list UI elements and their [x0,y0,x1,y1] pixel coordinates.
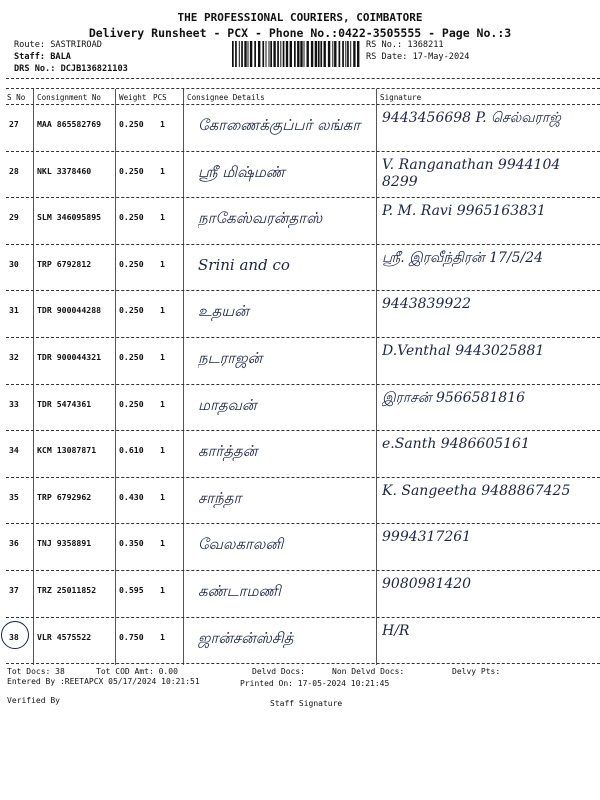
col-header-pcs: PCS [153,93,167,102]
printed-on: Printed On: 17-05-2024 10:21:45 [240,679,390,688]
barcode-bar [283,41,285,67]
row-separator [6,477,600,478]
row-serial-number: 28 [9,165,19,176]
barcode-bar [294,41,296,67]
barcode-bar [254,41,256,67]
row-pieces: 1 [160,212,165,223]
header-rule [6,104,600,105]
row-separator [6,151,600,152]
row-signature-handwriting: 9080981420 [382,576,472,592]
row-weight: 0.250 [119,305,144,316]
col-header-consignee: Consignee Details [187,93,265,102]
delivered-docs: Delvd Docs: [252,667,305,676]
barcode-bar [280,41,281,67]
row-weight: 0.250 [119,119,144,129]
barcode-bar [235,41,237,67]
barcode-bar [300,41,302,67]
barcode-bar [353,41,355,67]
barcode-bar [339,41,341,67]
col-header-sno: S No [7,93,26,102]
row-consignee-handwriting: சாந்தா [198,488,242,507]
total-docs: Tot Docs: 38 [7,667,65,676]
row-separator [6,290,600,291]
row-signature-handwriting: 9443839922 [382,296,472,313]
row-weight: 0.430 [119,491,144,502]
row-weight: 0.250 [119,258,144,269]
non-delivered-docs: Non Delvd Docs: [332,667,405,676]
barcode-bar [239,41,240,67]
row-consignment-number: TDR 5474361 [37,398,92,409]
row-consignee-handwriting: கோணைக்குப்பர் லங்கா [198,116,361,134]
rs-number: RS No.: 1368211 [366,40,444,50]
row-pieces: 1 [160,585,165,595]
row-serial-number: 33 [9,398,19,409]
row-signature-handwriting: D.Venthal 9443025881 [382,343,545,359]
barcode-bar [324,41,326,67]
barcode-bar [290,41,292,67]
column-divider [115,89,116,665]
barcode-bar [250,41,252,67]
row-signature-handwriting: 9443456698 P. செல்வராஜ் [382,110,561,126]
row-consignment-number: TRZ 25011852 [37,585,97,595]
row-separator [6,430,600,431]
barcode-bar [270,41,272,67]
row-weight: 0.595 [119,585,144,595]
row-pieces: 1 [160,491,165,502]
barcode-graphic [232,41,360,67]
row-consignee-handwriting: கண்டாமணி [198,582,281,600]
row-serial-number: 37 [9,585,19,595]
entered-by: Entered By :REETAPCX 05/17/2024 10:21:51 [7,677,200,686]
row-pieces: 1 [160,398,165,409]
row-consignee-handwriting: வேலகாலனி [198,535,284,554]
row-consignment-number: TNJ 9358891 [37,538,92,549]
row-weight: 0.750 [119,631,144,642]
row-weight: 0.250 [119,398,144,409]
footer-rule [6,663,600,664]
row-pieces: 1 [160,119,165,129]
barcode-bar [304,41,305,67]
barcode-bar [258,41,260,67]
barcode-bar [241,41,243,67]
col-header-weight: Weight [119,93,147,102]
column-divider [376,89,377,665]
row-weight: 0.250 [119,212,144,223]
barcode-bar [307,41,309,67]
row-pieces: 1 [160,538,165,549]
row-pieces: 1 [160,305,165,316]
row-signature-handwriting: e.Santh 9486605161 [382,436,530,453]
row-consignment-number: TRP 6792812 [37,258,92,269]
barcode-bar [311,41,313,67]
row-consignee-handwriting: ஜான்சன்ஸ்சித் [198,628,294,647]
row-consignee-handwriting: நடராஜன் [198,349,263,367]
rs-date: RS Date: 17-May-2024 [366,52,470,62]
row-serial-number: 36 [9,538,19,549]
barcode-bar [273,41,275,67]
row-pieces: 1 [160,165,165,176]
drs-number: DRS No.: DCJB136821103 [14,64,128,74]
row-signature-handwriting: V. Ranganathan 9944104 8299 [382,156,561,190]
barcode-bar [277,41,279,67]
barcode-bar [334,41,336,67]
row-weight: 0.250 [119,165,144,176]
column-divider [33,89,34,665]
barcode-bar [244,41,246,67]
barcode-bar [232,41,234,67]
header-rule [6,78,600,79]
hand-drawn-circle-mark [1,621,29,649]
barcode-bar [318,41,320,67]
row-separator [6,570,600,571]
row-signature-handwriting: 9994317261 [382,529,472,546]
row-consignment-number: SLM 346095895 [37,212,102,223]
company-title: THE PROFESSIONAL COURIERS, COIMBATORE [177,11,423,24]
barcode-bar [357,41,359,67]
barcode-bar [345,41,346,67]
barcode-bar [320,41,322,67]
row-weight: 0.350 [119,538,144,549]
barcode-bar [269,41,270,67]
col-header-signature: Signature [380,93,422,102]
row-consignee-handwriting: மாதவன் [198,395,257,414]
row-weight: 0.250 [119,352,144,362]
row-consignment-number: TDR 900044288 [37,305,102,316]
row-consignment-number: VLR 4575522 [37,631,92,642]
row-separator [6,384,600,385]
row-serial-number: 29 [9,212,19,223]
row-consignment-number: NKL 3378460 [37,165,92,176]
row-serial-number: 34 [9,445,19,456]
row-serial-number: 31 [9,305,19,316]
barcode-bar [328,41,330,67]
row-serial-number: 32 [9,352,19,362]
barcode-bar [332,41,333,67]
row-consignee-handwriting: நாகேஸ்வரன்தாஸ் [198,209,323,228]
row-signature-handwriting: P. M. Ravi 9965163831 [382,203,546,220]
barcode-bar [262,41,264,67]
barcode-bar [297,41,299,67]
row-separator [6,244,600,245]
row-separator [6,523,600,524]
header-rule [6,88,600,89]
delivery-points: Delvy Pts: [452,667,501,676]
runsheet-title: Delivery Runsheet - PCX - Phone No.:0422-3505555 - Page No.:3 [88,26,512,40]
row-signature-handwriting: K. Sangeetha 9488867425 [382,482,571,499]
barcode-bar [350,41,351,67]
row-consignment-number: TDR 900044321 [37,352,102,362]
row-consignment-number: TRP 6792962 [37,491,92,502]
col-header-consignment: Consignment No [37,93,102,102]
row-consignee-handwriting: உதயன் [198,302,249,321]
row-consignment-number: KCM 13087871 [37,445,97,456]
row-separator [6,617,600,618]
row-weight: 0.610 [119,445,144,456]
barcode-bar [266,41,267,67]
route-label: Route: SASTRIROAD [14,40,102,50]
barcode-bar [347,41,349,67]
row-pieces: 1 [160,631,165,642]
row-signature-handwriting: ஸ்ரீ. இரவீந்திரன் 17/5/24 [382,249,544,266]
row-consignment-number: MAA 865582769 [37,119,102,129]
row-serial-number: 35 [9,491,19,502]
row-consignee-handwriting: Srini and co [198,255,290,274]
barcode-bar [248,41,249,67]
row-separator [6,197,600,198]
row-separator [6,337,600,338]
row-signature-handwriting: இராசன் 9566581816 [382,389,526,406]
row-pieces: 1 [160,258,165,269]
row-consignee-handwriting: ஸ்ரீ மிஷ்மண் [198,162,285,181]
row-pieces: 1 [160,445,165,456]
barcode-bar [342,41,344,67]
barcode-bar [286,41,288,67]
row-serial-number: 38 [9,631,19,642]
total-cod: Tot COD Amt: 0.00 [96,667,178,676]
staff-label: Staff: BALA [14,52,71,62]
row-pieces: 1 [160,352,165,362]
barcode-bar [315,41,317,67]
row-serial-number: 27 [9,119,19,129]
staff-signature-label: Staff Signature [270,699,343,708]
row-consignee-handwriting: கார்த்தன் [198,442,258,461]
row-serial-number: 30 [9,258,19,269]
verified-by-label: Verified By [7,696,60,705]
row-signature-handwriting: H/R [382,622,410,639]
column-divider [183,89,184,665]
